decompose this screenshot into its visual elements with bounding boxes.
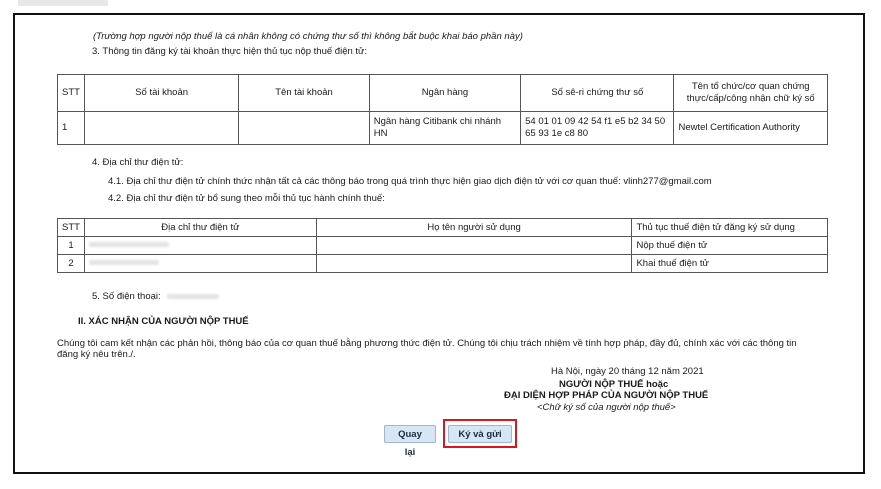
cell-user-name: [316, 237, 632, 255]
cell-account-no: [84, 112, 238, 145]
col-stt: STT: [58, 219, 85, 237]
cell-email-redacted: [85, 237, 317, 255]
note-text: (Trường hợp người nộp thuế là cá nhân không có chứng thư số thì không bắt buộc khai báo phần này): [93, 31, 523, 42]
accounts-table: [57, 74, 828, 145]
phone-label: [92, 291, 219, 302]
section3-title: 3. Thông tin đăng ký tài khoản thực hiện thủ tục nộp thuế điện tử:: [92, 46, 368, 57]
cell-bank: Ngân hàng Citibank chi nhánh HN: [369, 112, 520, 145]
cell-stt: 1: [58, 237, 85, 255]
redacted-email: [89, 242, 169, 247]
section-ii-title: II. XÁC NHẬN CỦA NGƯỜI NỘP THUẾ: [78, 316, 249, 327]
commitment-text: Chúng tôi cam kết nhận các phản hồi, thông báo của cơ quan thuế bằng phương thức điện tử. Chúng tôi chịu trách nhiệm về tính hợp pháp, đầy đủ, chính xác với các thông tin: [57, 338, 797, 349]
redacted-email: [89, 260, 159, 265]
table-row: [58, 237, 828, 255]
section4-title: 4. Địa chỉ thư điện tử:: [92, 157, 184, 168]
phone-label-text: 5. Số điện thoại:: [92, 291, 161, 302]
top-strip: [0, 0, 881, 13]
cell-procedure: Nộp thuế điện tử: [632, 237, 828, 255]
table-header-row: [58, 75, 828, 112]
table-row: [58, 255, 828, 273]
cell-user-name: [316, 255, 632, 273]
cell-procedure: Khai thuế điện tử: [632, 255, 828, 273]
col-issuer: Tên tổ chức/cơ quan chứng thực/cấp/công nhận chữ ký số: [674, 75, 828, 112]
email-4-1: 4.1. Địa chỉ thư điện tử chính thức nhận tất cả các thông báo trong quá trình thực hiện giao dịch điện tử với cơ quan thuế: vlinh277@gmail.com: [108, 176, 712, 187]
emails-table: [57, 218, 828, 273]
col-stt: STT: [58, 75, 85, 112]
date-line: Hà Nội, ngày 20 tháng 12 năm 2021: [551, 366, 704, 377]
col-email: Địa chỉ thư điện tử: [85, 219, 317, 237]
signer-line1: NGƯỜI NỘP THUẾ hoặc: [559, 379, 669, 390]
cell-cert-serial: 54 01 01 09 42 54 f1 e5 b2 34 50 65 93 1e c8 80: [521, 112, 674, 145]
signer-line3: <Chữ ký số của người nộp thuế>: [537, 402, 676, 413]
highlight-box: [443, 419, 517, 448]
commitment-text-2: đăng ký nêu trên./.: [57, 349, 136, 360]
table-header-row: [58, 219, 828, 237]
col-account-name: Tên tài khoản: [239, 75, 369, 112]
sign-send-button[interactable]: Ký và gửi: [448, 425, 512, 443]
cell-account-name: [239, 112, 369, 145]
col-cert-serial: Số sê-ri chứng thư số: [521, 75, 674, 112]
col-bank: Ngân hàng: [369, 75, 520, 112]
cell-stt: 1: [58, 112, 85, 145]
signer-line2: ĐẠI DIỆN HỢP PHÁP CỦA NGƯỜI NỘP THUẾ: [504, 390, 709, 401]
email-4-2: 4.2. Địa chỉ thư điện tử bổ sung theo mỗi thủ tục hành chính thuế:: [108, 193, 385, 204]
back-button[interactable]: Quay lại: [384, 425, 436, 443]
col-account-no: Số tài khoản: [84, 75, 238, 112]
col-user-name: Họ tên người sử dụng: [316, 219, 632, 237]
clipped-header-text: [18, 0, 108, 6]
table-row: [58, 112, 828, 145]
cell-issuer: Newtel Certification Authority: [674, 112, 828, 145]
cell-stt: 2: [58, 255, 85, 273]
redacted-phone: [167, 294, 219, 299]
cell-email-redacted: [85, 255, 317, 273]
col-procedure: Thủ tục thuế điện tử đăng ký sử dụng: [632, 219, 828, 237]
